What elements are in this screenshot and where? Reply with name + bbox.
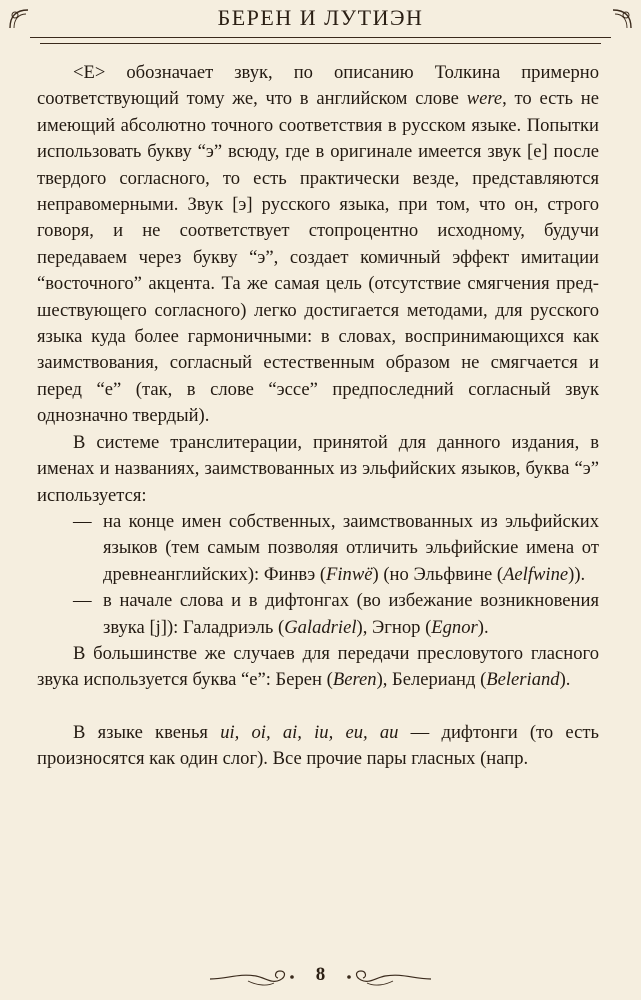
running-header [0,0,641,48]
book-title: БЕРЕН И ЛУТИЭН [217,5,424,30]
header-rule [30,37,611,38]
header-rule-thin [40,43,601,44]
page-number: 8 [315,964,326,985]
page-footer [0,960,641,994]
bullet-list [37,509,599,641]
paragraph: <Е> обозначает звук, по описанию Толкина примерно соответствующий тому же, что в английском слове were, то есть не имеющий абсолютно точного соответствия в русском языке. Попытки использовать букву “э” всюду, где в оригинале имеется звук [e] после твердого согласного, то есть практически везде, представляются неправомерными. Звук [э] русского языка, при том, что он, строго говоря, и не соответствует стопроцентно исходному, будучи передаваем через букву “э”, создает комичный эффект имитации “восточного” акцента. Та же самая цель (отсутствие смягчения предшествующего согласного) легко достигается методами, для русского языка куда более гармоничными: в словах, воспринимающихся как заимствования, согласный естественным образом не смягчается и перед “е” (так, в слове “эссе” предпоследний согласный звук однозначно твердый). [37,62,599,427]
body-text [37,60,599,773]
paragraph: В системе транслитерации, принятой для данного издания, в именах и названиях, заимствованных из эльфийских языков, буква “э” используется: [37,431,599,506]
paragraph: В большинстве же случаев для передачи пресловутого гласного звука используется буква “е”: Берен (Beren), Белерианд (Beleriand). [37,642,599,691]
scroll-ornament-icon [343,964,433,990]
list-item: — в начале слова и в дифтонгах (во избежание возникновения звука [j]): Галадриэль (Galadriel), Эгнор (Egnor). [73,590,599,638]
paragraph: В языке квенья ui, oi, ai, iu, eu, au — дифтонги (то есть произносятся как один слог). Все прочие пары гласных (напр. [37,721,600,770]
corner-flourish-icon [609,6,635,32]
list-item: — на конце имен собственных, заимствованных из эльфийских языков (тем самым позволяя отличить эльфийские имена от древнеанглийских): Финвэ (Finwë) (но Эльфвине (Aelfwine)). [73,510,599,585]
